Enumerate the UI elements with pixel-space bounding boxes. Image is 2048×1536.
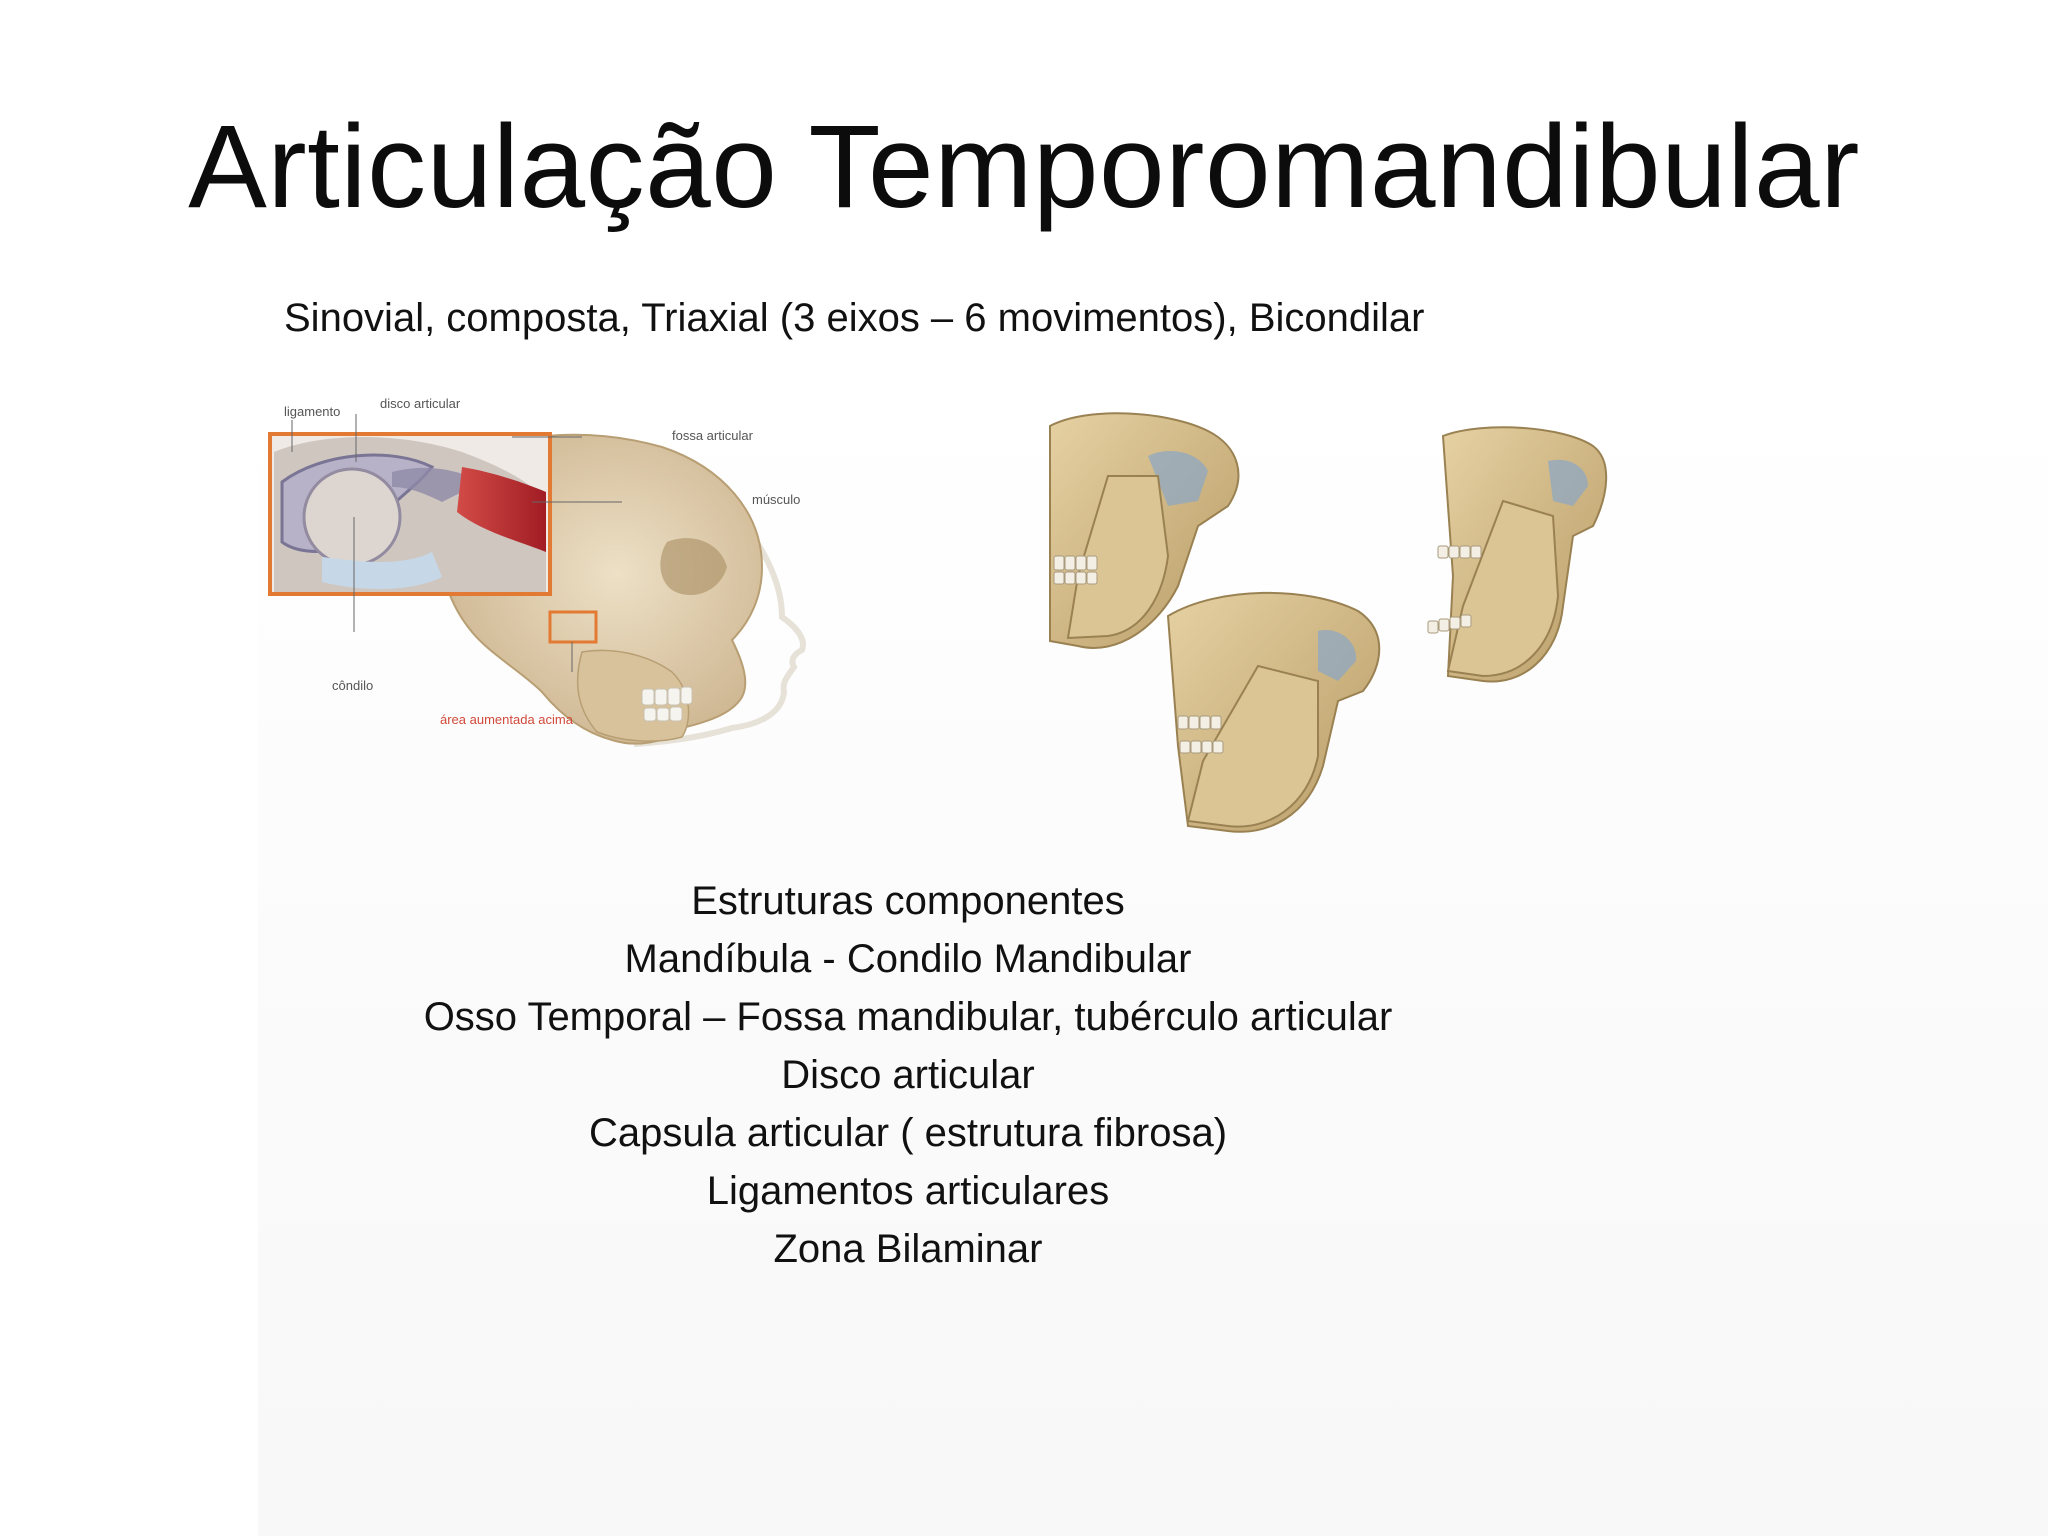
- mandible-movement-illustration: [1048, 406, 1648, 842]
- list-item: Mandíbula - Condilo Mandibular: [624, 937, 1192, 981]
- slide-title: Articulação Temporomandibular: [188, 101, 1860, 233]
- skull-profile-illustration: [262, 392, 830, 792]
- list-item: Zona Bilaminar: [773, 1227, 1043, 1271]
- label-musculo: músculo: [752, 492, 801, 507]
- components-list: [258, 872, 1558, 1278]
- list-item: Disco articular: [781, 1053, 1035, 1097]
- skull-open: [1428, 427, 1606, 681]
- label-area-aumentada: área aumentada acima: [440, 712, 573, 727]
- components-heading: Estruturas componentes: [691, 879, 1125, 923]
- slide-subtitle: Sinovial, composta, Triaxial (3 eixos – 6 movimentos), Bicondilar: [284, 296, 1425, 340]
- list-item: Capsula articular ( estrutura fibrosa): [588, 1111, 1228, 1155]
- label-condilo: côndilo: [332, 678, 374, 693]
- skull-protrusion: [1168, 593, 1379, 832]
- list-item: Osso Temporal – Fossa mandibular, tubérculo articular: [423, 995, 1393, 1039]
- list-item: Ligamentos articulares: [706, 1169, 1110, 1213]
- label-disco-articular: disco articular: [380, 396, 461, 411]
- tmj-skull-diagram: [262, 392, 830, 792]
- label-fossa-articular: fossa articular: [672, 428, 753, 443]
- three-skulls-illustration: [1048, 406, 1648, 842]
- label-ligamento: ligamento: [284, 404, 341, 419]
